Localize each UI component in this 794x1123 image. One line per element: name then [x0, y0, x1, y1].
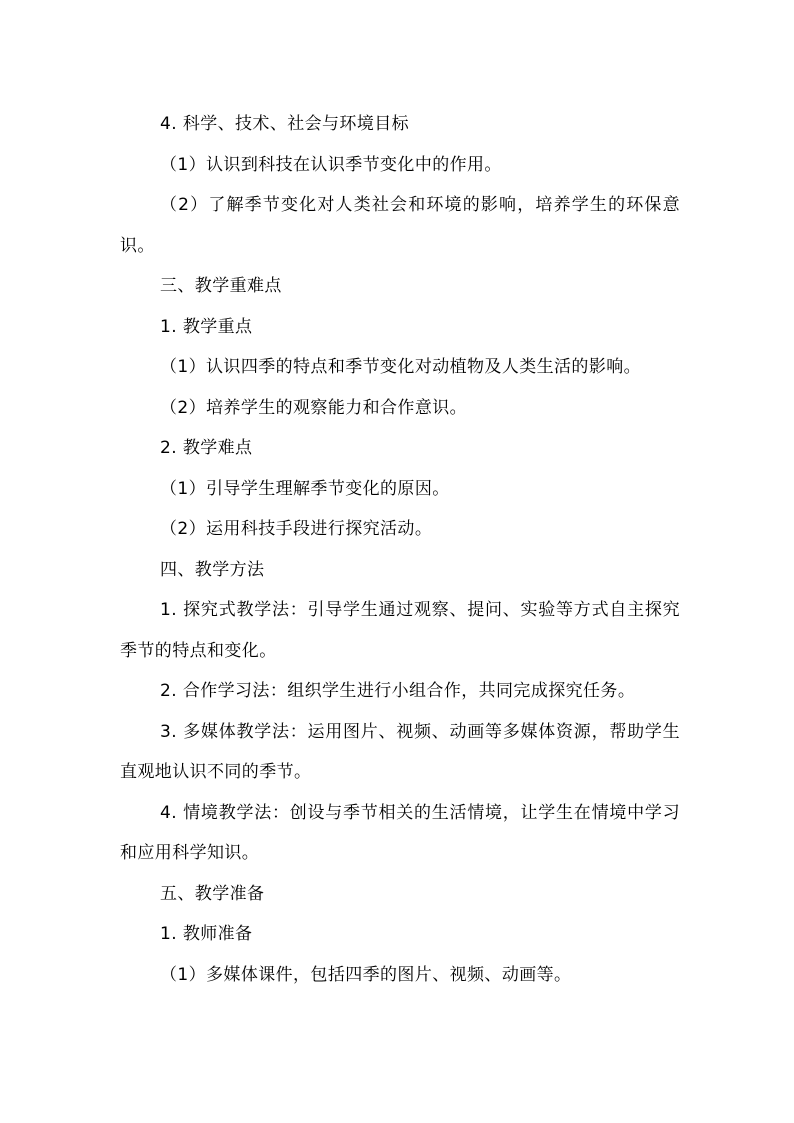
- paragraph-method-multimedia: 3. 多媒体教学法：运用图片、视频、动画等多媒体资源，帮助学生直观地认识不同的季节。: [120, 721, 680, 782]
- subheading-teaching-focus: 1. 教学重点: [160, 316, 253, 337]
- subheading-teaching-difficulty: 2. 教学难点: [160, 438, 253, 458]
- paragraph-difficulty-2: （2）运用科技手段进行探究活动。: [160, 519, 433, 539]
- section-heading-key-difficult-points: 三、教学重难点: [160, 276, 282, 296]
- section-heading-teaching-methods: 四、教学方法: [160, 559, 265, 580]
- paragraph-focus-2: （2）培养学生的观察能力和合作意识。: [160, 397, 468, 418]
- paragraph-stse-goal-heading: 4. 科学、技术、社会与环境目标: [160, 114, 410, 134]
- paragraph-stse-goal-2: （2）了解季节变化对人类社会和环境的影响，培养学生的环保意识。: [120, 195, 680, 256]
- paragraph-method-situational: 4. 情境教学法：创设与季节相关的生活情境，让学生在情境中学习和应用科学知识。: [120, 802, 680, 863]
- document-body: [120, 104, 680, 995]
- paragraph-difficulty-1: （1）引导学生理解季节变化的原因。: [160, 478, 450, 499]
- subheading-teacher-preparation: 1. 教师准备: [160, 924, 253, 944]
- paragraph-method-inquiry: 1. 探究式教学法：引导学生通过观察、提问、实验等方式自主探究季节的特点和变化。: [120, 600, 680, 661]
- section-heading-teaching-preparation: 五、教学准备: [160, 883, 265, 904]
- paragraph-stse-goal-1: （1）认识到科技在认识季节变化中的作用。: [160, 154, 502, 175]
- paragraph-method-cooperative: 2. 合作学习法：组织学生进行小组合作，共同完成探究任务。: [160, 681, 636, 701]
- paragraph-teacher-prep-1: （1）多媒体课件，包括四季的图片、视频、动画等。: [160, 964, 572, 985]
- paragraph-focus-1: （1）认识四季的特点和季节变化对动植物及人类生活的影响。: [160, 357, 642, 377]
